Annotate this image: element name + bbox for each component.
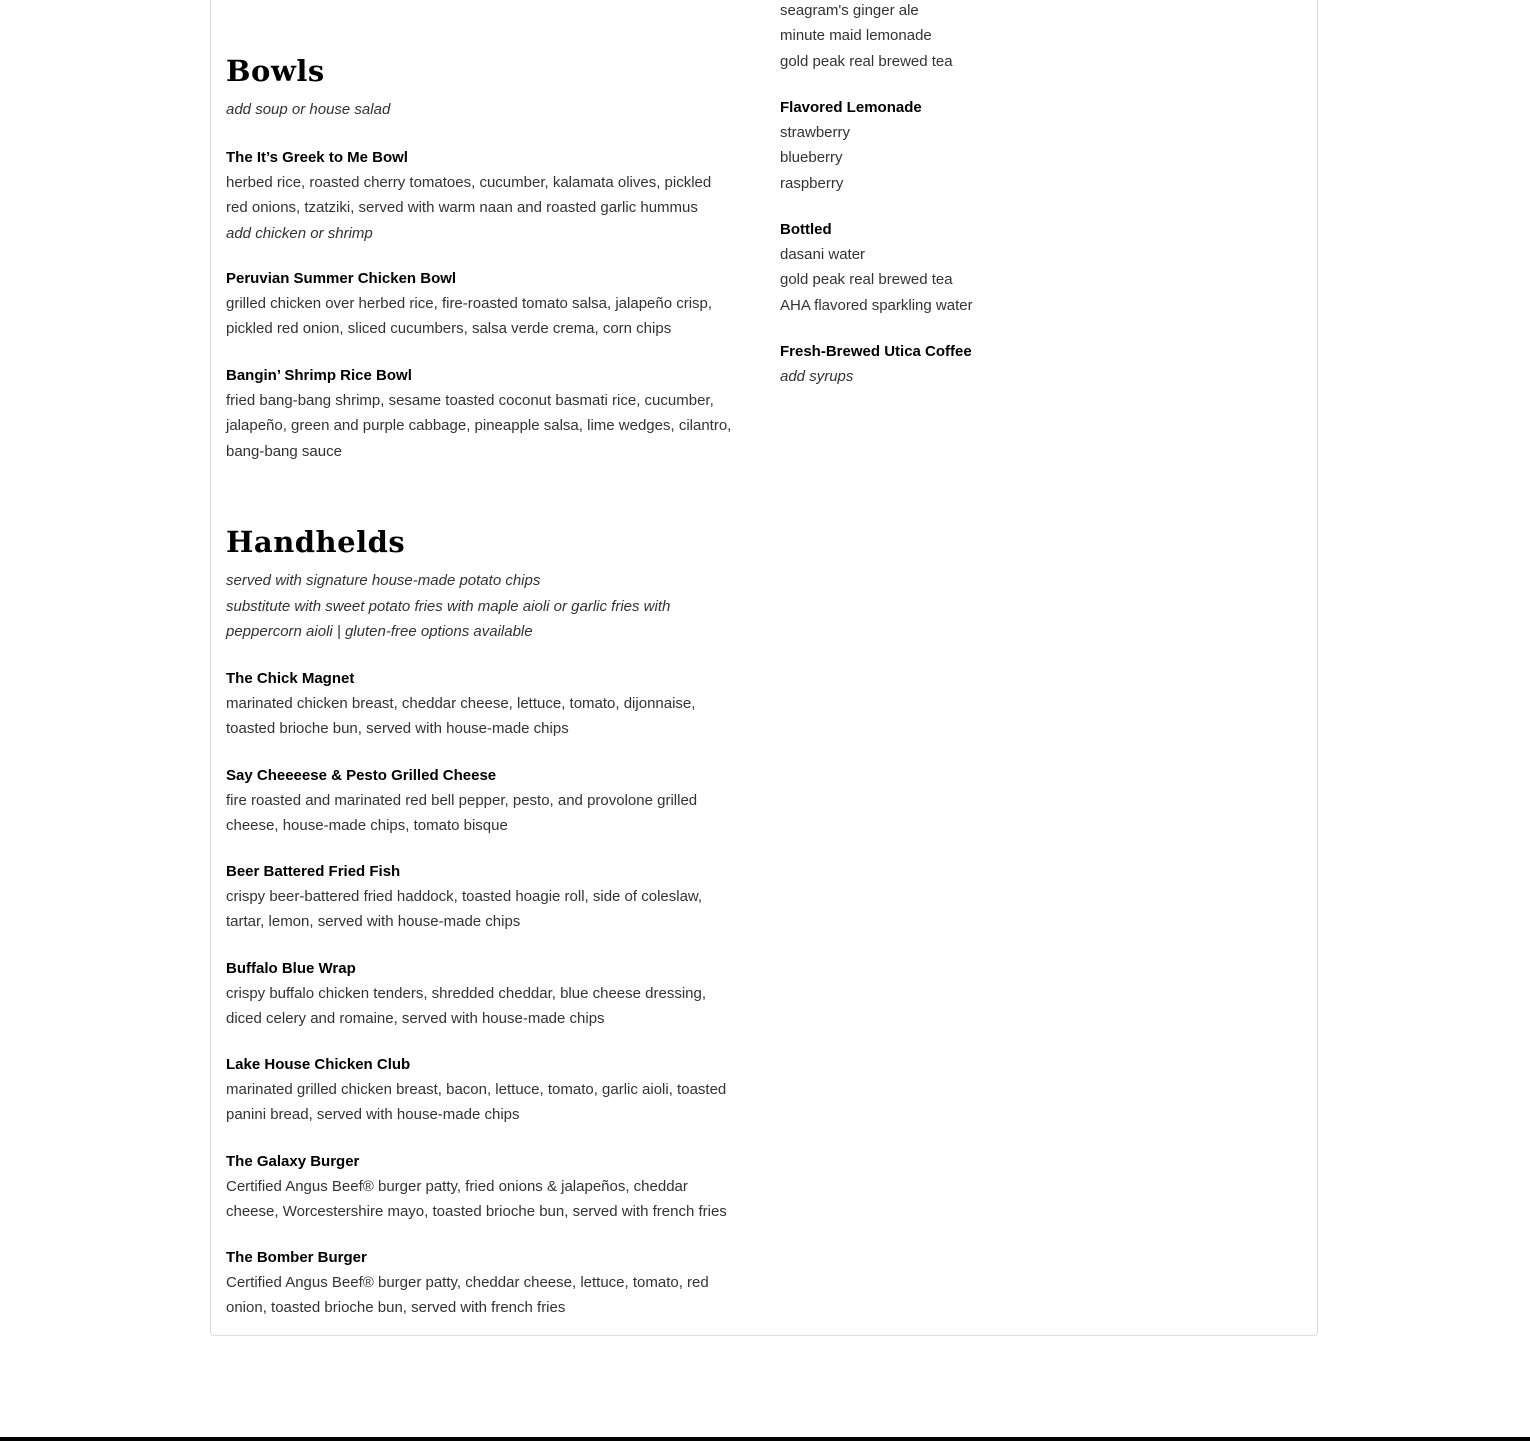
item-description [226,788,756,839]
item-desc-line: herbed rice, roasted cherry tomatoes, cucumber, kalamata olives, pickled [226,174,712,191]
drink-option: gold peak real brewed tea [780,52,953,70]
item-description [226,388,756,464]
menu-item [226,1245,756,1321]
item-description [226,691,756,742]
section-heading-handhelds: Handhelds [226,525,406,559]
footer-top-border [0,1437,1530,1441]
menu-item [226,1149,756,1225]
bowls-section [226,54,766,123]
drink-options-list [780,120,1300,196]
item-name: Beer Battered Fried Fish [226,863,401,880]
handhelds-section [226,525,766,645]
drink-option: strawberry [780,124,851,141]
item-desc-line: tartar, lemon, served with house-made chips [226,913,521,931]
item-name: Say Cheeeese & Pesto Grilled Cheese [226,767,497,784]
note-line: substitute with sweet potato fries with maple aioli or garlic fries with [226,597,671,615]
item-desc-line: jalapeño, green and purple cabbage, pineapple salsa, lime wedges, cilantro, [226,417,732,435]
menu-item [226,859,756,935]
item-description [226,884,756,935]
item-name: The Chick Magnet [226,670,355,687]
bowls-note: add soup or house salad [226,101,391,118]
drink-group [780,339,1300,389]
menu-item [226,666,756,742]
item-desc-line: marinated grilled chicken breast, bacon, lettuce, tomato, garlic aioli, toasted [226,1081,727,1098]
item-addon: add syrups [780,368,854,385]
item-description [226,1077,756,1128]
note-line: served with signature house-made potato chips [226,572,541,589]
menu-item [226,956,756,1032]
drink-option: raspberry [780,174,844,192]
item-name: Peruvian Summer Chicken Bowl [226,270,457,287]
item-desc-line: bang-bang sauce [226,442,342,460]
menu-item [226,145,756,246]
item-name: Buffalo Blue Wrap [226,960,356,977]
item-desc-line: grilled chicken over herbed rice, fire-roasted tomato salsa, jalapeño crisp, [226,295,713,312]
menu-item [226,363,756,464]
drink-group-name: Bottled [780,221,832,238]
item-desc-line: diced celery and romaine, served with house-made chips [226,1010,605,1028]
item-desc-line: panini bread, served with house-made chips [226,1106,520,1124]
drink-option: blueberry [780,149,843,167]
item-name: Bangin’ Shrimp Rice Bowl [226,367,412,384]
menu-item [226,763,756,839]
drink-option: seagram's ginger ale [780,2,919,19]
fountain-drinks-list [780,0,953,74]
section-heading-bowls: Bowls [226,54,325,88]
item-addon: add chicken or shrimp [226,224,373,242]
item-description [226,1270,756,1321]
item-desc-line: fire roasted and marinated red bell pepper, pesto, and provolone grilled [226,792,698,809]
drink-group-name: Fresh-Brewed Utica Coffee [780,343,972,360]
drink-group [780,217,1300,318]
item-desc-line: marinated chicken breast, cheddar cheese, lettuce, tomato, dijonnaise, [226,695,696,712]
item-name: Lake House Chicken Club [226,1056,411,1073]
item-name: The Bomber Burger [226,1249,367,1266]
note-line: peppercorn aioli | gluten-free options available [226,623,533,640]
item-desc-line: cheese, house-made chips, tomato bisque [226,817,508,835]
item-desc-line: crispy buffalo chicken tenders, shredded cheddar, blue cheese dressing, [226,985,707,1002]
item-desc-line: toasted brioche bun, served with house-made chips [226,720,569,738]
handhelds-note [226,568,766,645]
item-desc-line: cheese, Worcestershire mayo, toasted brioche bun, served with french fries [226,1203,727,1221]
drink-options-list [780,242,1300,318]
item-desc-line: red onions, tzatziki, served with warm naan and roasted garlic hummus [226,199,698,217]
drink-option: minute maid lemonade [780,27,932,45]
item-desc-line: crispy beer-battered fried haddock, toasted hoagie roll, side of coleslaw, [226,888,703,905]
item-desc-line: Certified Angus Beef® burger patty, cheddar cheese, lettuce, tomato, red [226,1274,709,1291]
item-description [226,1174,756,1225]
item-description [226,170,756,221]
item-name: The Galaxy Burger [226,1153,360,1170]
item-description [226,981,756,1032]
item-name: The It’s Greek to Me Bowl [226,149,408,166]
drink-group-name: Flavored Lemonade [780,99,922,116]
menu-item [226,1052,756,1128]
item-desc-line: pickled red onion, sliced cucumbers, salsa verde crema, corn chips [226,320,672,338]
drink-option: AHA flavored sparkling water [780,296,973,314]
drink-option: gold peak real brewed tea [780,271,953,289]
drink-group [780,95,1300,196]
item-description [226,291,756,342]
item-desc-line: fried bang-bang shrimp, sesame toasted coconut basmati rice, cucumber, [226,392,714,409]
drink-option: dasani water [780,246,866,263]
item-desc-line: Certified Angus Beef® burger patty, fried onions & jalapeños, cheddar [226,1178,688,1195]
item-desc-line: onion, toasted brioche bun, served with french fries [226,1299,566,1317]
menu-item [226,266,756,342]
